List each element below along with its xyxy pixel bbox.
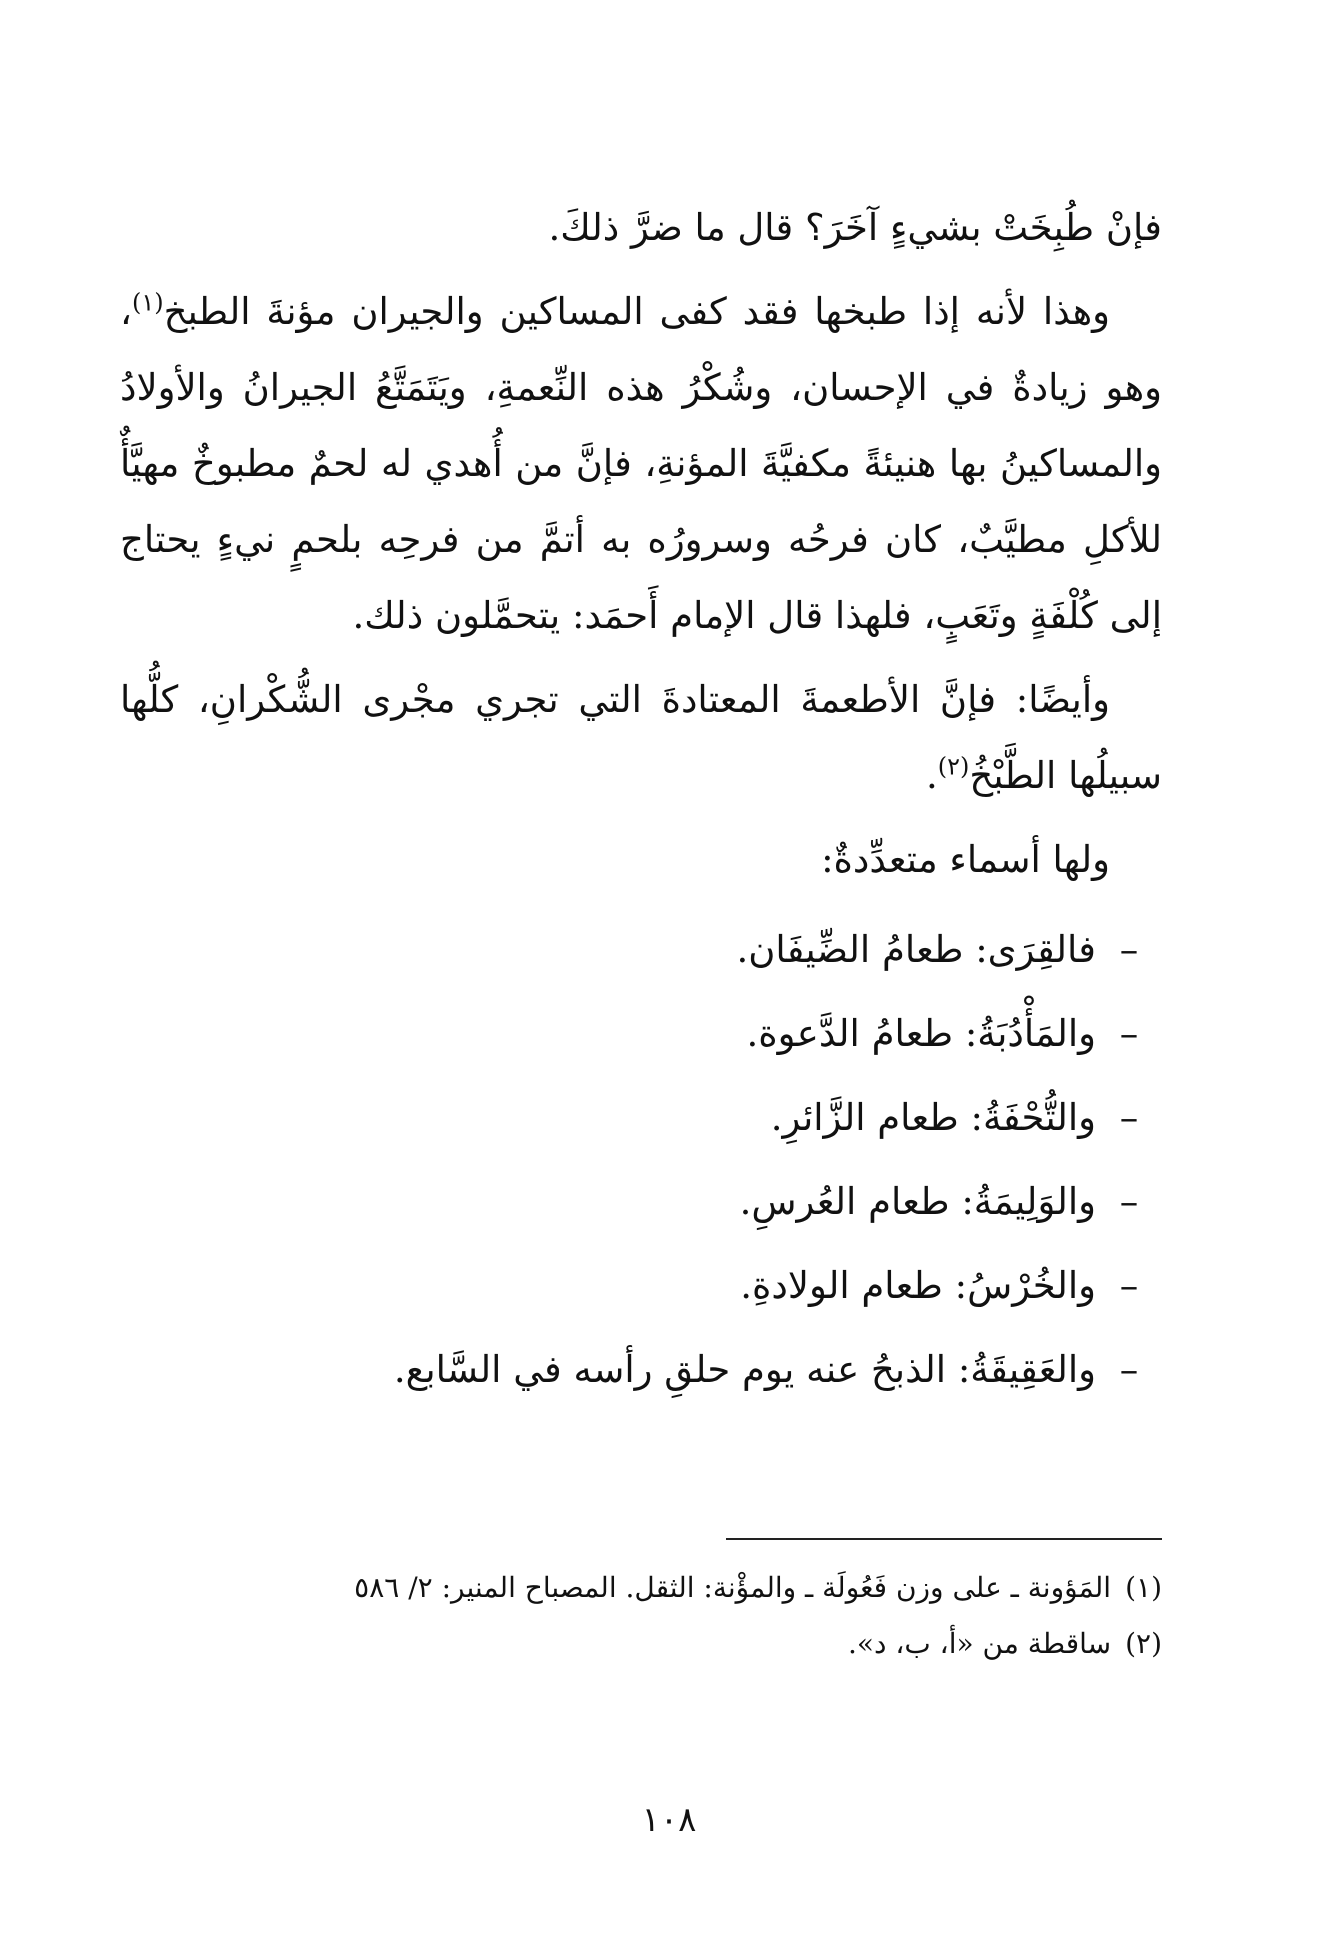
footnotes: [120, 1538, 1162, 1672]
footnote-2-text: ساقطة من «أ، ب، د».: [847, 1627, 1112, 1660]
list-item: [120, 908, 1162, 992]
footnote-ref-2: (٢): [937, 752, 970, 781]
paragraph-4: [120, 822, 1162, 898]
list-item: [120, 1160, 1162, 1244]
list-item-text: والعَقِيقَةُ: الذبحُ عنه يوم حلقِ رأسه في السَّابع.: [393, 1348, 1096, 1391]
paragraph-2-text: وهذا لأنه إذا طبخها فقد كفى المساكين والجيران مؤنةَ الطبخ: [163, 290, 1110, 333]
list-item-text: والمَأْدُبَةُ: طعامُ الدَّعوة.: [746, 1012, 1096, 1055]
list-dash: –: [1119, 1012, 1139, 1055]
page-number: ١٠٨: [641, 1800, 697, 1840]
list-dash: –: [1119, 1096, 1139, 1139]
list-item-text: والتُّحْفَةُ: طعام الزَّائرِ.: [770, 1096, 1096, 1139]
paragraph-3: [120, 662, 1162, 814]
paragraph-3-text-after: .: [925, 754, 938, 797]
list-dash: –: [1119, 928, 1139, 971]
list-item: [120, 992, 1162, 1076]
main-text: [120, 190, 1162, 1412]
list-item-text: والخُرْسُ: طعام الولادةِ.: [740, 1264, 1096, 1307]
paragraph-2-text-after: ، وهو زيادةٌ في الإحسان، وشُكْرُ هذه النِّعمةِ، ويَتَمَتَّعُ الجيرانُ والأولادُ والمساكينُ بها هنيئةً مكفيَّةَ المؤنةِ، فإنَّ من أُهدي له لحمٌ مطبوخٌ مهيَّأٌ للأكلِ مطيَّبٌ، كان فرحُه وسرورُه به أتمَّ من فرحِه بلحمٍ نيءٍ يحتاج إلى كُلْفَةٍ وتَعَبٍ، فلهذا قال الإمام أَحمَد: يتحمَّلون ذلك.: [120, 290, 1162, 637]
footnote-ref-1: (١): [131, 288, 164, 317]
footnote-1: [120, 1560, 1162, 1616]
list-dash: –: [1119, 1348, 1139, 1391]
list-dash: –: [1119, 1180, 1139, 1223]
paragraph-2: [120, 274, 1162, 654]
footnote-divider: [726, 1538, 1162, 1540]
list-dash: –: [1119, 1264, 1139, 1307]
paragraph-1: [120, 190, 1162, 266]
footnote-1-number: (١): [1125, 1571, 1162, 1604]
list-item: [120, 1244, 1162, 1328]
footnote-2: [120, 1616, 1162, 1672]
list-item: [120, 1076, 1162, 1160]
paragraph-3-text: وأيضًا: فإنَّ الأطعمةَ المعتادةَ التي تجري مجْرى الشُّكْرانِ، كلُّها سبيلُها الطَّبْخُ: [120, 678, 1162, 797]
names-list: [120, 908, 1162, 1412]
list-item-text: فالقِرَى: طعامُ الضِّيفَان.: [736, 928, 1096, 971]
list-item-text: والوَلِيمَةُ: طعام العُرسِ.: [739, 1180, 1096, 1223]
footnote-2-number: (٢): [1125, 1627, 1162, 1660]
footnote-1-text: المَؤونة ـ على وزن فَعُولَة ـ والمؤْنة: الثقل. المصباح المنير: ٢/ ٥٨٦: [354, 1571, 1112, 1604]
paragraph-4-text: ولها أسماء متعدِّدةٌ:: [821, 838, 1110, 881]
paragraph-1-text: فإنْ طُبِخَتْ بشيءٍ آخَرَ؟ قال ما ضرَّ ذلكَ.: [548, 206, 1162, 249]
list-item: [120, 1328, 1162, 1412]
